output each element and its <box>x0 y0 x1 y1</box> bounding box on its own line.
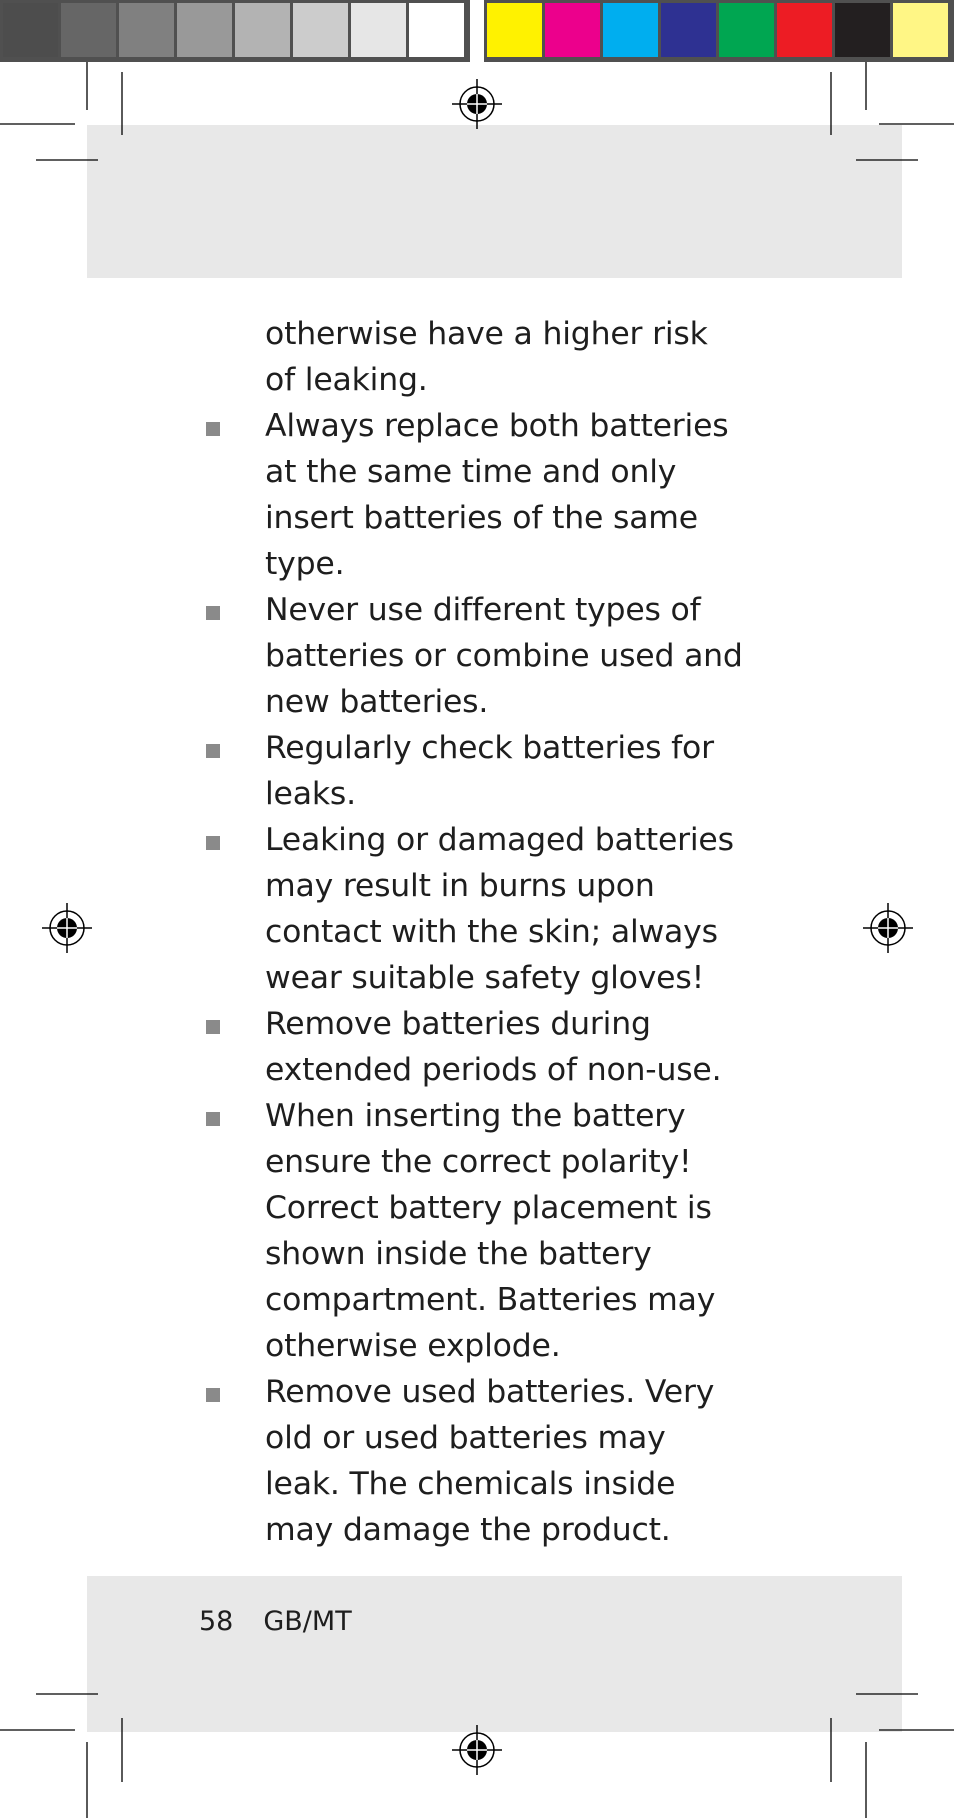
registration-mark-right <box>863 903 913 953</box>
registration-mark-bottom <box>452 1725 502 1775</box>
list-item <box>265 403 745 587</box>
list-item <box>265 817 745 1001</box>
list-item <box>265 587 745 725</box>
list-item-text: Remove used batteries. Very old or used batteries may leak. The chemicals inside may damage the product. <box>265 1374 715 1548</box>
square-bullet-icon <box>206 606 220 620</box>
registration-mark-left <box>42 903 92 953</box>
continued-paragraph: otherwise have a higher risk of leaking. <box>265 316 708 398</box>
page-number: 58 <box>199 1606 234 1637</box>
list-item-text: Never use different types of batteries or combine used and new batteries. <box>265 592 743 720</box>
registration-mark-top <box>452 79 502 129</box>
list-item <box>265 1369 745 1553</box>
battery-safety-section <box>265 311 745 1553</box>
list-item-text: Remove batteries during extended periods of non-use. <box>265 1006 722 1088</box>
list-item <box>265 1001 745 1093</box>
list-item-text: Always replace both batteries at the same time and only insert batteries of the same type. <box>265 408 729 582</box>
square-bullet-icon <box>206 1020 220 1034</box>
safety-bullet-list <box>265 403 745 1553</box>
locale-code: GB/MT <box>263 1606 352 1637</box>
square-bullet-icon <box>206 836 220 850</box>
list-item <box>265 725 745 817</box>
list-item-text: Leaking or damaged batteries may result in burns upon contact with the skin; always wear suitable safety gloves! <box>265 822 734 996</box>
list-item-text: Regularly check batteries for leaks. <box>265 730 714 812</box>
square-bullet-icon <box>206 744 220 758</box>
list-item-text: When inserting the battery ensure the correct polarity! Correct battery placement is shown inside the battery compartment. Batteries may otherwise explode. <box>265 1098 716 1364</box>
page-footer <box>199 1606 352 1637</box>
square-bullet-icon <box>206 422 220 436</box>
list-item <box>265 1093 745 1369</box>
square-bullet-icon <box>206 1388 220 1402</box>
square-bullet-icon <box>206 1112 220 1126</box>
